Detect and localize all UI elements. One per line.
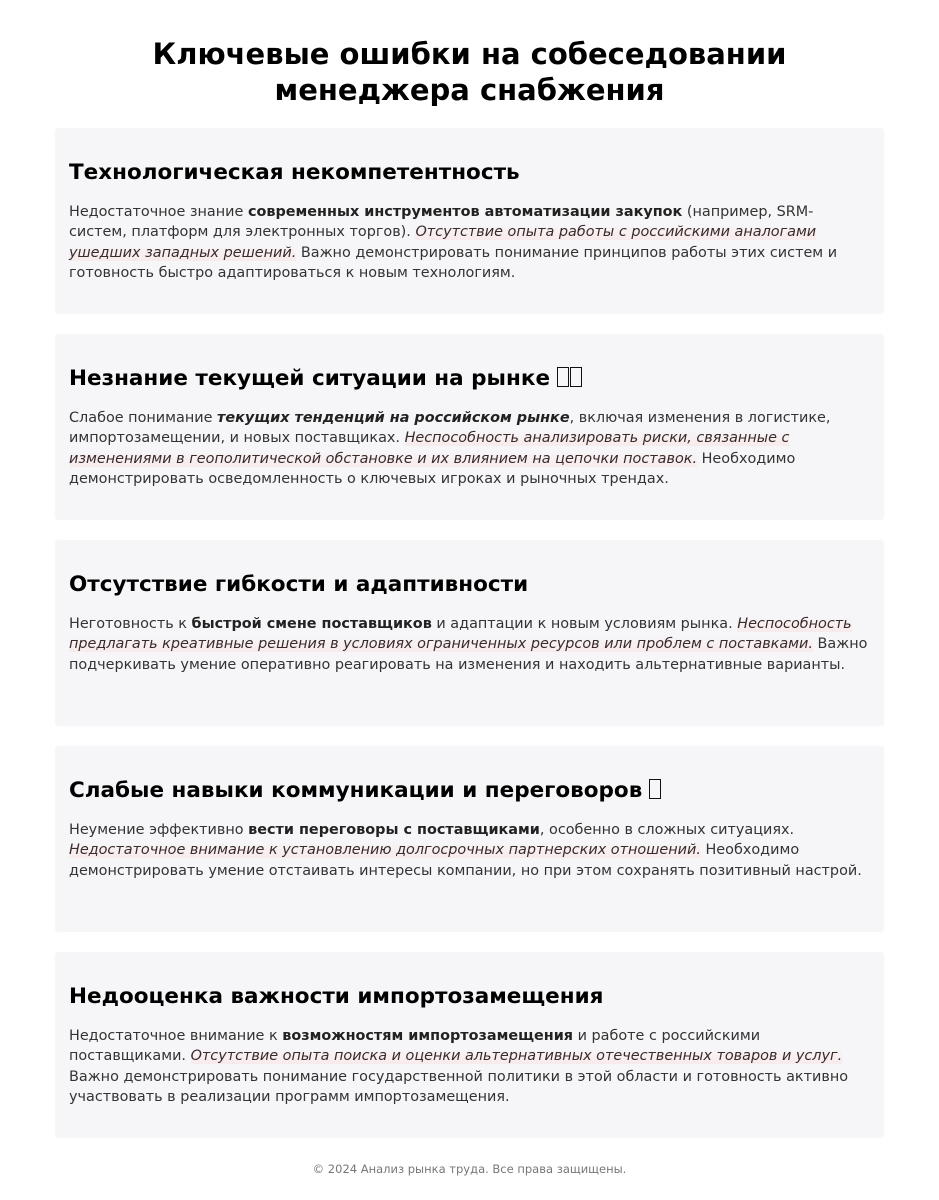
highlighted-italic-text: Отсутствие опыта работы с российскими аналогами ушедших западных решений. <box>69 224 817 261</box>
card-title: Незнание текущей ситуации на рынке <box>69 364 870 394</box>
key-phrase: текущих тенденций на российском рынке <box>217 410 570 426</box>
missing-glyph-icon <box>557 367 569 387</box>
card-body: Неумение эффективно вести переговоры с поставщиками, особенно в сложных ситуациях. Недостаточное внимание к установлению долгосрочных партнерских отношений. Необходимо демонстрировать умение отстаивать интересы компании, но при этом сохранять позитивный настрой. <box>69 822 862 879</box>
missing-emoji-icon <box>556 366 582 391</box>
card-body: Слабое понимание текущих тенденций на российском рынке, включая изменения в логистике, импортозамещении, и новых поставщиках. Неспособность анализировать риски, связанные с изменениями в геополитической обстановке и их влиянием на цепочки поставок. Необходимо демонстрировать осведомленность о ключевых игроках и рыночных трендах. <box>69 410 831 487</box>
missing-emoji-icon <box>648 778 661 803</box>
key-phrase: вести переговоры с поставщиками <box>248 822 540 838</box>
highlighted-italic-text: Неспособность предлагать креативные решения в условиях ограниченных ресурсов или проблем с поставками. <box>69 616 852 653</box>
highlighted-italic-text: Отсутствие опыта поиска и оценки альтернативных отечественных товаров и услуг. <box>190 1048 843 1065</box>
key-phrase: возможностям импортозамещения <box>282 1028 574 1044</box>
highlighted-italic-text: Недостаточное внимание к установлению долгосрочных партнерских отношений. <box>69 842 701 859</box>
card-body: Недостаточное внимание к возможностям импортозамещения и работе с российскими поставщиками. Отсутствие опыта поиска и оценки альтернативных отечественных товаров и услуг. Важно демонстрировать понимание государственной политики в этой области и готовность активно участвовать в реализации программ импортозамещения. <box>69 1028 849 1105</box>
page-title-line-1: Ключевые ошибки на собеседовании <box>152 37 787 71</box>
copyright-text: © 2024 Анализ рынка труда. Все права защищены. <box>312 1162 627 1176</box>
page-title-line-2: менеджера снабжения <box>274 73 665 107</box>
missing-glyph-icon <box>649 779 661 799</box>
card-title: Отсутствие гибкости и адаптивности <box>69 572 529 597</box>
card-communication <box>55 746 884 932</box>
card-body: Недостаточное знание современных инструментов автоматизации закупок (например, SRM-систем, платформ для электронных торгов). Отсутствие опыта работы с российскими аналогами ушедших западных решений. Важно демонстрировать понимание принципов работы этих систем и готовность быстро адаптироваться к новым технологиям. <box>69 204 838 281</box>
card-title: Недооценка важности импортозамещения <box>69 984 604 1009</box>
card-import-substitution <box>55 952 884 1138</box>
missing-glyph-icon <box>570 367 582 387</box>
footer <box>55 1162 884 1176</box>
page-title <box>55 36 884 108</box>
card-market-ignorance <box>55 334 884 520</box>
card-flexibility <box>55 540 884 726</box>
card-body: Неготовность к быстрой смене поставщиков и адаптации к новым условиям рынка. Неспособность предлагать креативные решения в условиях ограниченных ресурсов или проблем с поставками. Важно подчеркивать умение оперативно реагировать на изменения и находить альтернативные варианты. <box>69 616 868 673</box>
card-title: Слабые навыки коммуникации и переговоров <box>69 776 870 806</box>
highlighted-italic-text: Неспособность анализировать риски, связанные с изменениями в геополитической обстановке и их влиянием на цепочки поставок. <box>69 430 790 467</box>
key-phrase: современных инструментов автоматизации закупок <box>247 204 683 220</box>
key-phrase: быстрой смене поставщиков <box>191 616 432 632</box>
card-title: Технологическая некомпетентность <box>69 160 520 185</box>
card-tech-incompetence <box>55 128 884 314</box>
